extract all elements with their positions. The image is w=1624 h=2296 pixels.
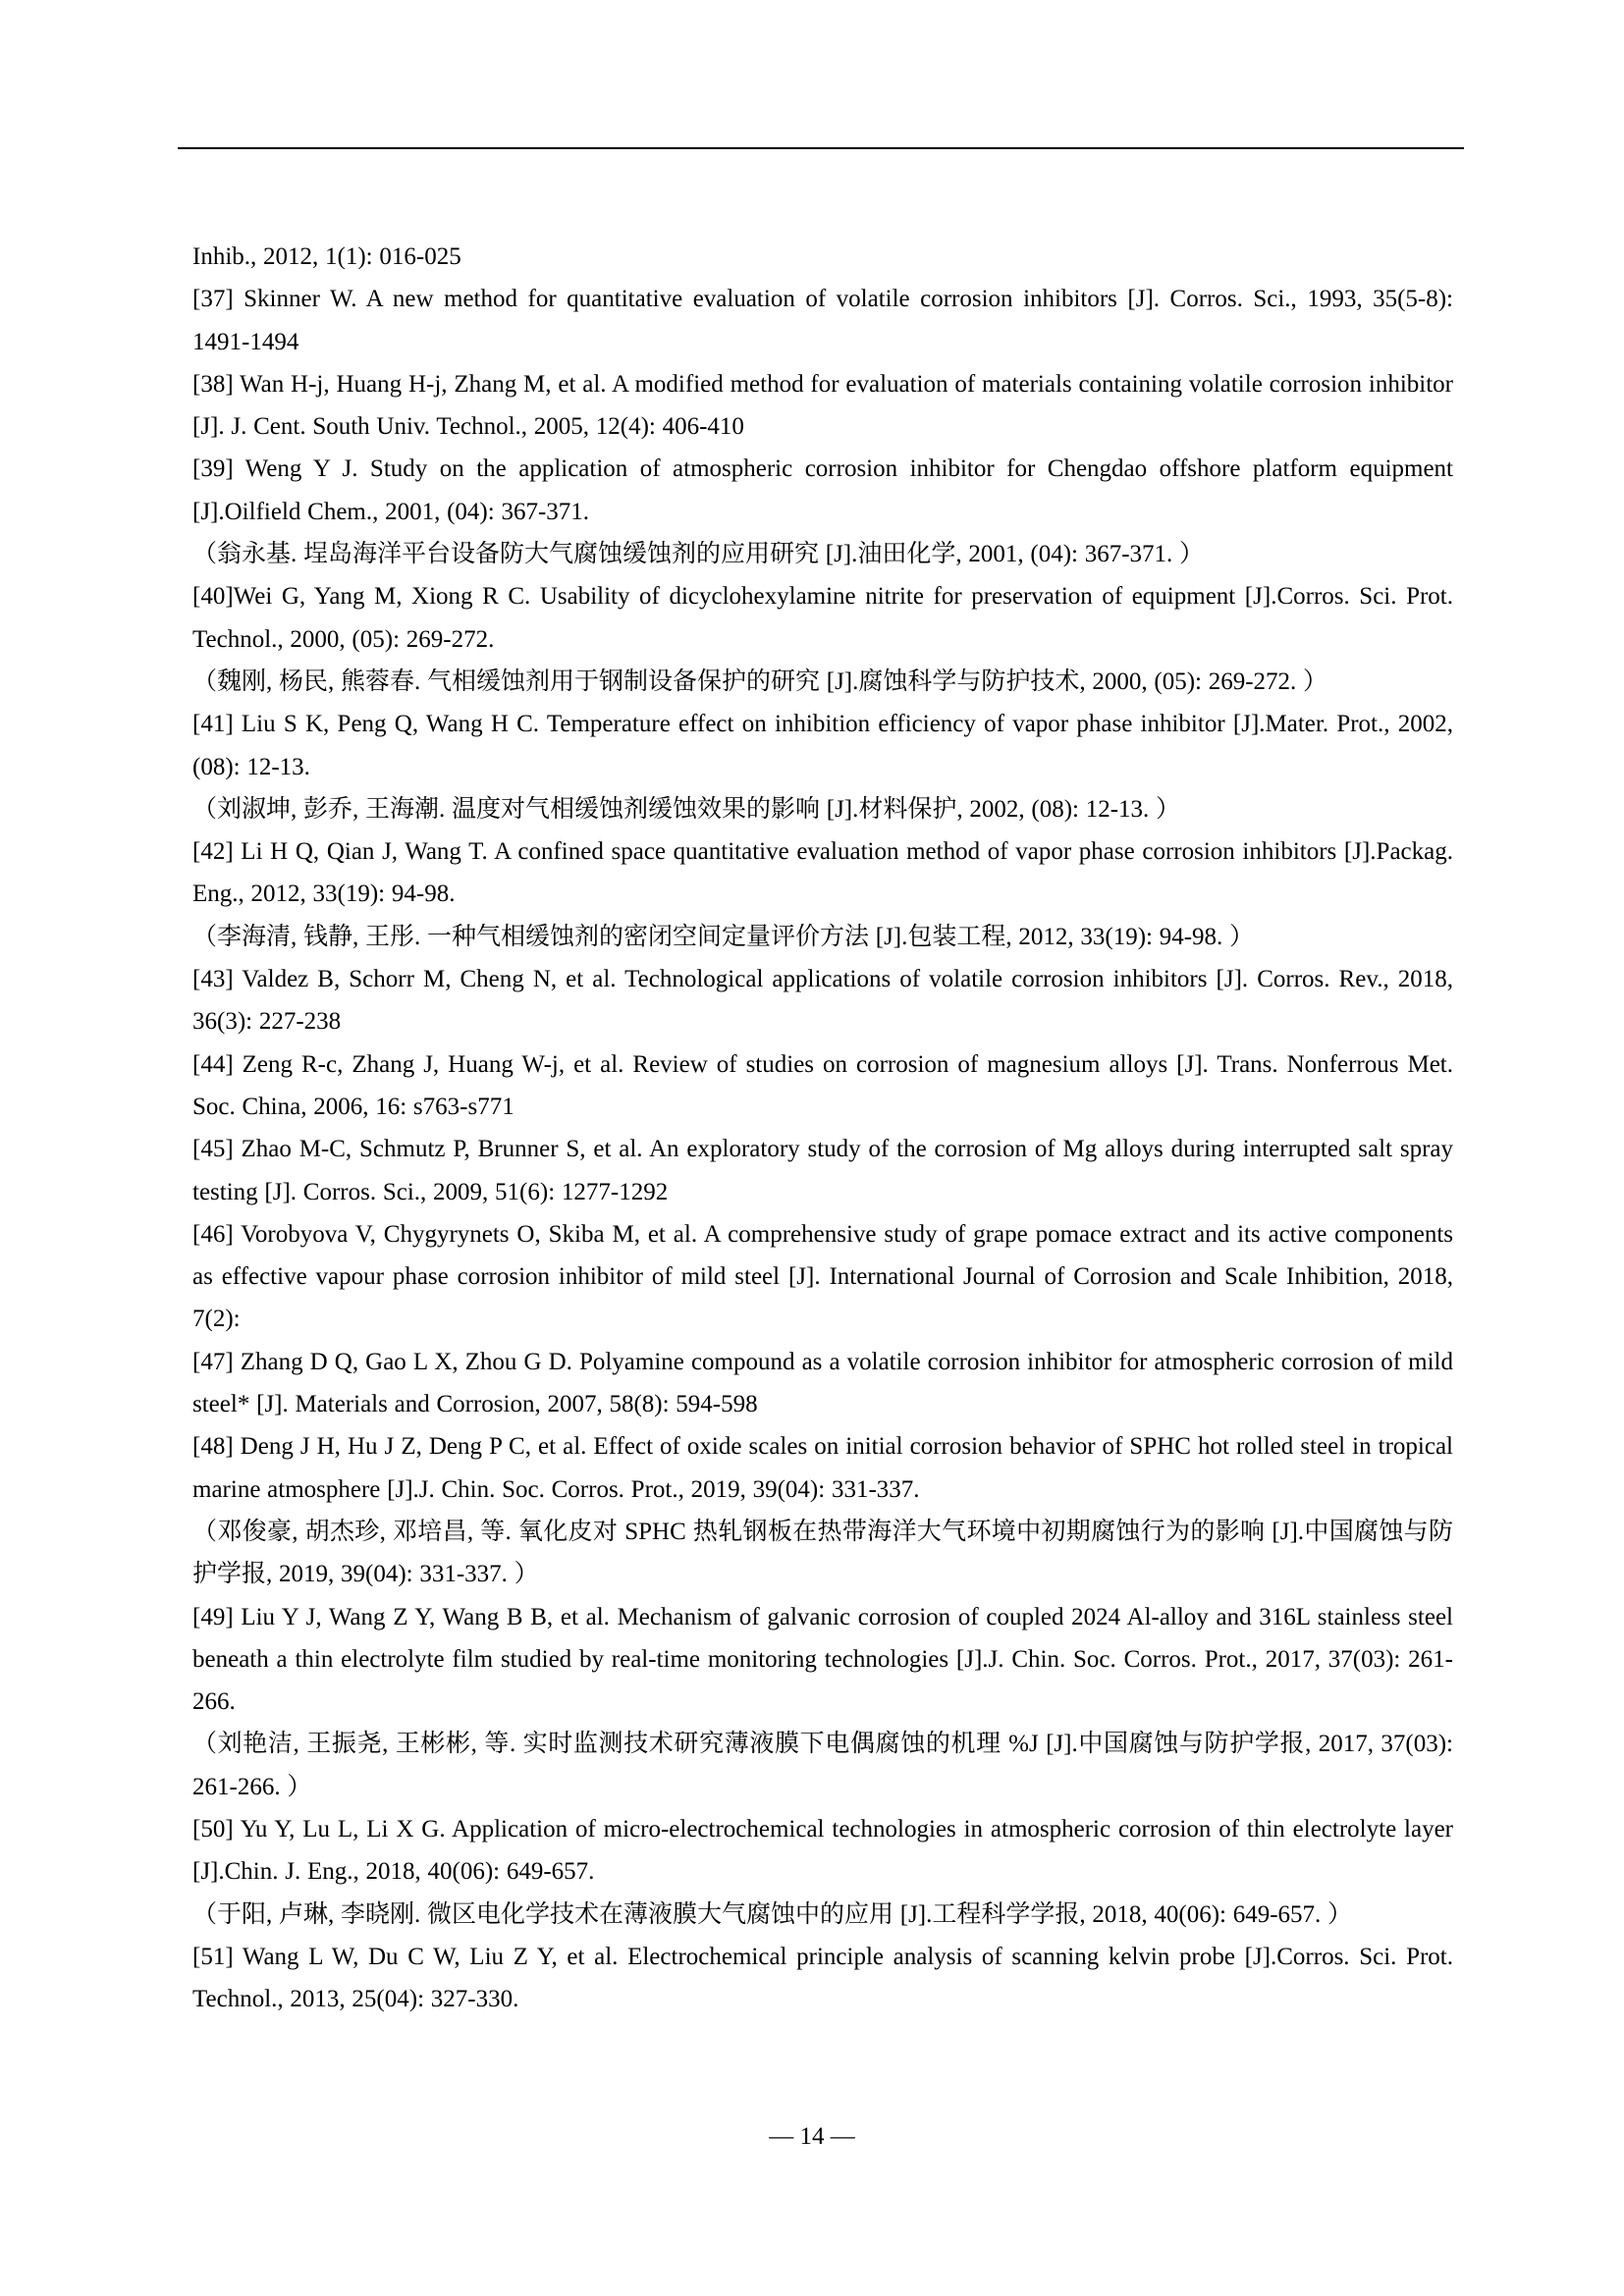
reference-entry: Inhib., 2012, 1(1): 016-025 bbox=[192, 243, 461, 270]
page-number: — 14 — bbox=[769, 2123, 855, 2150]
header-rule bbox=[178, 147, 1464, 149]
reference-translation: （于阳, 卢琳, 李晓刚. 微区电化学技术在薄液膜大气腐蚀中的应用 [J].工程科学学报, 2018, 40(06): 649-657. ） bbox=[192, 1900, 1353, 1928]
reference-entry: [40]Wei G, Yang M, Xiong R C. Usability of dicyclohexylamine nitrite for preservation of equipment [J].Corros. Sci. Prot. Technol., 2000, (05): 269-272. bbox=[192, 583, 1453, 653]
reference-entry: [38] Wan H-j, Huang H-j, Zhang M, et al. A modified method for evaluation of materials containing volatile corrosion inhibitor [J]. J. Cent. South Univ. Technol., 2005, 12(4): 406-410 bbox=[192, 370, 1453, 441]
reference-entry: [46] Vorobyova V, Chygyrynets O, Skiba M, et al. A comprehensive study of grape pomace extract and its active components as effective vapour phase corrosion inhibitor of mild steel [J]. International Journal of Corrosion and Scale Inhibition, 2018, 7(2): bbox=[192, 1220, 1453, 1333]
reference-translation: （魏刚, 杨民, 熊蓉春. 气相缓蚀剂用于钢制设备保护的研究 [J].腐蚀科学与防护技术, 2000, (05): 269-272. ） bbox=[192, 667, 1328, 695]
reference-translation: （刘艳洁, 王振尧, 王彬彬, 等. 实时监测技术研究薄液膜下电偶腐蚀的机理 %J [J].中国腐蚀与防护学报, 2017, 37(03): 261-266. ） bbox=[192, 1731, 1453, 1800]
reference-entry: [39] Weng Y J. Study on the application of atmospheric corrosion inhibitor for Chengdao offshore platform equipment [J].Oilfield Chem., 2001, (04): 367-371. bbox=[192, 455, 1453, 525]
reference-entry: [50] Yu Y, Lu L, Li X G. Application of micro-electrochemical technologies in atmospheric corrosion of thin electrolyte layer [J].Chin. J. Eng., 2018, 40(06): 649-657. bbox=[192, 1815, 1453, 1886]
reference-translation: （李海清, 钱静, 王彤. 一种气相缓蚀剂的密闭空间定量评价方法 [J].包装工程, 2012, 33(19): 94-98. ） bbox=[192, 923, 1255, 950]
reference-entry: [43] Valdez B, Schorr M, Cheng N, et al. Technological applications of volatile corrosion inhibitors [J]. Corros. Rev., 2018, 36(3): 227-238 bbox=[192, 966, 1453, 1036]
reference-entry: [49] Liu Y J, Wang Z Y, Wang B B, et al. Mechanism of galvanic corrosion of coupled 2024 Al-alloy and 316L stainless steel beneath a thin electrolyte film studied by real-time monitoring technologies [J].J. Chin. Soc. Corros. Prot., 2017, 37(03): 261-266. bbox=[192, 1603, 1453, 1716]
reference-entry: [42] Li H Q, Qian J, Wang T. A confined space quantitative evaluation method of vapor phase corrosion inhibitors [J].Packag. Eng., 2012, 33(19): 94-98. bbox=[192, 838, 1453, 908]
reference-entry: [51] Wang L W, Du C W, Liu Z Y, et al. Electrochemical principle analysis of scanning kelvin probe [J].Corros. Sci. Prot. Technol., 2013, 25(04): 327-330. bbox=[192, 1943, 1453, 2013]
reference-list bbox=[192, 236, 1453, 2020]
reference-entry: [37] Skinner W. A new method for quantitative evaluation of volatile corrosion inhibitors [J]. Corros. Sci., 1993, 35(5-8): 1491-1494 bbox=[192, 286, 1453, 355]
reference-entry: [41] Liu S K, Peng Q, Wang H C. Temperature effect on inhibition efficiency of vapor phase inhibitor [J].Mater. Prot., 2002, (08): 12-13. bbox=[192, 711, 1453, 780]
reference-entry: [47] Zhang D Q, Gao L X, Zhou G D. Polyamine compound as a volatile corrosion inhibitor for atmospheric corrosion of mild steel* [J]. Materials and Corrosion, 2007, 58(8): 594-598 bbox=[192, 1348, 1453, 1418]
reference-translation: （刘淑坤, 彭乔, 王海潮. 温度对气相缓蚀剂缓蚀效果的影响 [J].材料保护, 2002, (08): 12-13. ） bbox=[192, 795, 1181, 823]
reference-entry: [45] Zhao M-C, Schmutz P, Brunner S, et al. An exploratory study of the corrosion of Mg alloys during interrupted salt spray testing [J]. Corros. Sci., 2009, 51(6): 1277-1292 bbox=[192, 1136, 1453, 1205]
reference-translation: （翁永基. 埕岛海洋平台设备防大气腐蚀缓蚀剂的应用研究 [J].油田化学, 2001, (04): 367-371. ） bbox=[192, 541, 1205, 568]
reference-translation: （邓俊豪, 胡杰珍, 邓培昌, 等. 氧化皮对 SPHC 热轧钢板在热带海洋大气环境中初期腐蚀行为的影响 [J].中国腐蚀与防护学报, 2019, 39(04): 331-337. ） bbox=[192, 1518, 1453, 1588]
reference-entry: [48] Deng J H, Hu J Z, Deng P C, et al. Effect of oxide scales on initial corrosion behavior of SPHC hot rolled steel in tropical marine atmosphere [J].J. Chin. Soc. Corros. Prot., 2019, 39(04): 331-337. bbox=[192, 1433, 1453, 1503]
reference-entry: [44] Zeng R-c, Zhang J, Huang W-j, et al. Review of studies on corrosion of magnesium alloys [J]. Trans. Nonferrous Met. Soc. China, 2006, 16: s763-s771 bbox=[192, 1050, 1453, 1120]
